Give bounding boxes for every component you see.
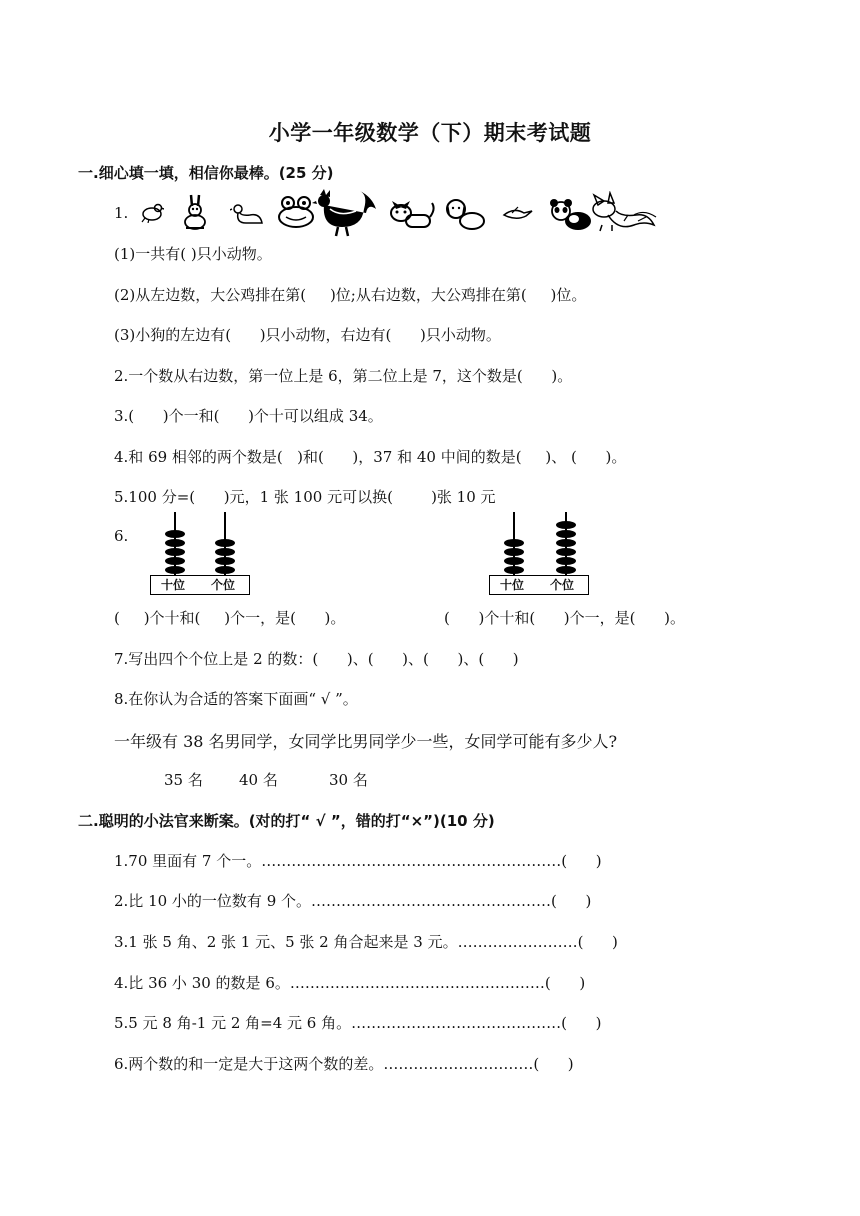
abacus-left-tens-bead [165,530,185,538]
question-8-option-40[interactable]: 40 名 [239,771,278,789]
question-7: 7.写出四个个位上是 2 的数：( )、( )、( )、( ) [114,650,519,668]
question-6-right-answer: ( )个十和( )个一，是( )。 [444,609,685,627]
abacus-right-ones-bead [556,521,576,529]
judge-item-3: 3.1 张 5 角、2 张 1 元、5 张 2 角合起来是 3 元。……………………( ) [114,933,618,951]
abacus-right-ones-label: 个位 [550,578,575,592]
small-bird-icon [502,205,534,223]
question-1-2: (2)从左边数，大公鸡排在第( )位;从右边数，大公鸡排在第( )位。 [114,286,587,304]
page-title: 小学一年级数学（下）期末考试题 [268,121,592,145]
abacus-right-tens-bead [504,557,524,565]
question-1-3: (3)小狗的左边有( )只小动物，右边有( )只小动物。 [114,326,501,344]
abacus-left-tens-label: 十位 [161,578,186,592]
section-2-heading: 二.聪明的小法官来断案。(对的打“ √ ”，错的打“×”)(10 分) [78,812,495,830]
abacus-left-ones-bead [215,548,235,556]
abacus-right-ones-bead [556,548,576,556]
question-4: 4.和 69 相邻的两个数是( )和( )，37 和 40 中间的数是( )、 ( )。 [114,448,627,466]
question-5: 5.100 分=( )元，1 张 100 元可以换( )张 10 元 [114,488,496,506]
abacus-left-ones-bead [215,566,235,574]
abacus-left-tens-bead [165,566,185,574]
abacus-left-tens-bead [165,557,185,565]
abacus-left-ones-bead [215,557,235,565]
dog-icon [444,197,486,231]
judge-item-5: 5.5 元 8 角-1 元 2 角=4 元 6 角。……………………………………( ) [114,1014,602,1032]
judge-item-4: 4.比 36 小 30 的数是 6。……………………………………………( ) [114,974,586,992]
judge-item-6: 6.两个数的和一定是大于这两个数的差。…………………………( ) [114,1055,574,1073]
abacus-right-tens-label: 十位 [500,578,525,592]
abacus-right-ones-bead [556,539,576,547]
bird-icon [140,201,164,223]
panda-icon [548,197,592,231]
abacus-left-ones-bead [215,539,235,547]
abacus-left-tens-bead [165,548,185,556]
question-3: 3.( )个一和( )个十可以组成 34。 [114,407,383,425]
question-6-number: 6. [114,527,129,545]
judge-item-1: 1.70 里面有 7 个一。……………………………………………………( ) [114,852,602,870]
question-2: 2.一个数从右边数，第一位上是 6，第二位上是 7，这个数是( )。 [114,367,573,385]
abacus-right-tens-bead [504,539,524,547]
rooster-icon [312,187,378,237]
abacus-left-tens-bead [165,539,185,547]
question-8-option-35[interactable]: 35 名 [164,771,203,789]
abacus-right-ones-bead [556,566,576,574]
animals-row [114,191,674,235]
duck-icon [230,203,264,227]
abacus-right-ones-bead [556,530,576,538]
question-1-1: (1)一共有( )只小动物。 [114,245,272,263]
question-8-option-30[interactable]: 30 名 [329,771,368,789]
question-8: 8.在你认为合适的答案下面画“ √ ”。 [114,690,358,708]
question-8-text: 一年级有 38 名男同学，女同学比男同学少一些，女同学可能有多少人? [114,732,618,751]
fox-icon [588,191,658,233]
abacus-right-tens-bead [504,548,524,556]
abacus-right-ones-bead [556,557,576,565]
abacus-left-ones-label: 个位 [211,578,236,592]
frog-icon [276,195,316,229]
question-6-left-answer: ( )个十和( )个一，是( )。 [114,609,346,627]
abacus-right-tens-bead [504,566,524,574]
question-1-number: 1. [114,204,129,222]
abacus-right-label [489,575,589,595]
abacus-left-label [150,575,250,595]
cat-icon [388,197,436,231]
abacus-left [150,512,252,596]
rabbit-icon [180,193,212,231]
section-1-heading: 一.细心填一填，相信你最棒。(25 分) [78,164,334,182]
abacus-right [489,512,591,596]
judge-item-2: 2.比 10 小的一位数有 9 个。…………………………………………( ) [114,892,592,910]
